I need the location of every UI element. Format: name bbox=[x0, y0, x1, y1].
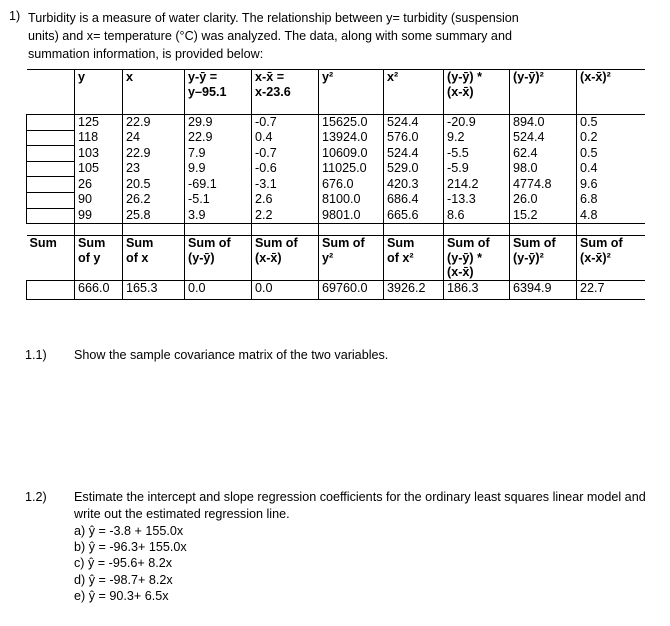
table-cell-text: 0.4 bbox=[580, 161, 598, 176]
column-header-text: x-23.6 bbox=[255, 84, 291, 99]
sum-value-text: 6394.9 bbox=[513, 280, 552, 295]
table-cell bbox=[123, 161, 185, 177]
table-cell bbox=[75, 130, 123, 146]
table-cell-text: -5.9 bbox=[447, 161, 469, 176]
table-cell-text: 13924.0 bbox=[322, 130, 368, 145]
sum-value-text: 0.0 bbox=[188, 280, 206, 295]
table-cell bbox=[123, 208, 185, 224]
question-1-intro bbox=[28, 9, 658, 63]
row-marker bbox=[27, 161, 75, 177]
table-row bbox=[27, 192, 645, 208]
column-header-text: x bbox=[126, 70, 134, 84]
table-cell bbox=[185, 130, 252, 146]
table-cell bbox=[444, 161, 510, 177]
column-header-text: (x-x̄)² bbox=[580, 70, 611, 84]
sum-value bbox=[510, 280, 577, 299]
table-cell-text: -20.9 bbox=[447, 115, 476, 129]
table-cell bbox=[252, 115, 319, 131]
table-cell bbox=[123, 115, 185, 131]
sum-value-text: 69760.0 bbox=[322, 280, 368, 295]
table-cell-text: 676.0 bbox=[322, 176, 354, 191]
table-cell bbox=[510, 192, 577, 208]
column-header bbox=[252, 70, 319, 115]
question-1-2-text: Estimate the intercept and slope regression coefficients for the ordinary least squares linear model and write out the estimated regression line. bbox=[74, 490, 646, 521]
table-cell-text: 9801.0 bbox=[322, 208, 361, 223]
table-cell bbox=[75, 161, 123, 177]
question-1-number: 1) bbox=[9, 9, 21, 23]
table-cell bbox=[185, 115, 252, 131]
table-cell-text: 524.4 bbox=[513, 130, 545, 145]
sum-value bbox=[444, 280, 510, 299]
row-marker bbox=[27, 115, 75, 131]
sum-value bbox=[123, 280, 185, 299]
table-cell-text: 2.2 bbox=[255, 208, 273, 223]
sum-column-header-text: of x² bbox=[387, 250, 414, 265]
column-header-text: (y-ȳ)² bbox=[513, 70, 544, 84]
row-marker bbox=[27, 146, 75, 162]
sum-column-header bbox=[252, 236, 319, 281]
table-cell bbox=[510, 161, 577, 177]
sum-column-header-text: y² bbox=[322, 250, 334, 265]
sum-values-row bbox=[27, 280, 645, 299]
question-1-2-number: 1.2) bbox=[25, 490, 47, 504]
table-cell bbox=[75, 146, 123, 162]
table-cell bbox=[252, 130, 319, 146]
table-cell-text: 8.6 bbox=[447, 208, 465, 223]
table-cell bbox=[384, 130, 444, 146]
table-cell bbox=[510, 208, 577, 224]
table-cell bbox=[252, 192, 319, 208]
table-cell-text: 118 bbox=[78, 130, 99, 145]
table-cell-text: 214.2 bbox=[447, 176, 479, 191]
table-cell bbox=[384, 177, 444, 193]
table-cell bbox=[384, 115, 444, 131]
table-cell bbox=[252, 161, 319, 177]
table-cell-text: 0.2 bbox=[580, 130, 598, 145]
table-cell bbox=[185, 208, 252, 224]
table-cell-text: 894.0 bbox=[513, 115, 545, 129]
table-cell bbox=[444, 115, 510, 131]
table-cell-text: 99 bbox=[78, 208, 93, 223]
table-cell bbox=[123, 192, 185, 208]
table-cell-text: -0.7 bbox=[255, 145, 277, 160]
answer-option-c[interactable]: c) ŷ = -95.6+ 8.2x bbox=[74, 556, 173, 571]
column-header-text: (x-x̄) bbox=[447, 84, 474, 99]
column-header bbox=[577, 70, 645, 115]
row-marker bbox=[27, 177, 75, 193]
sum-value bbox=[319, 280, 384, 299]
table-cell-text: -3.1 bbox=[255, 176, 277, 191]
table-cell bbox=[75, 177, 123, 193]
sum-column-header-text: Sum of bbox=[322, 236, 365, 251]
table-cell-text: 22.9 bbox=[188, 130, 213, 145]
table-cell bbox=[510, 146, 577, 162]
table-cell-text: 524.4 bbox=[387, 145, 419, 160]
table-cell bbox=[577, 115, 645, 131]
sum-column-header bbox=[185, 236, 252, 281]
table-row bbox=[27, 208, 645, 224]
table-header-row bbox=[27, 70, 645, 115]
sum-column-header bbox=[510, 236, 577, 281]
table-cell-text: -5.5 bbox=[447, 145, 469, 160]
table-cell-text: 23 bbox=[126, 161, 141, 176]
table-cell-text: 0.4 bbox=[255, 130, 273, 145]
table-cell bbox=[319, 177, 384, 193]
table-cell-text: 11025.0 bbox=[322, 161, 367, 176]
table-cell bbox=[123, 177, 185, 193]
column-header-text: y–95.1 bbox=[188, 84, 227, 99]
intro-line: Turbidity is a measure of water clarity. The relationship between y= turbidity (suspension bbox=[28, 11, 519, 25]
table-cell bbox=[510, 130, 577, 146]
column-header-text: (y-ȳ) * bbox=[447, 70, 482, 84]
sum-header-row bbox=[27, 236, 645, 281]
sum-value bbox=[185, 280, 252, 299]
sum-value-text: 3926.2 bbox=[387, 280, 426, 295]
table-row bbox=[27, 177, 645, 193]
row-marker bbox=[27, 280, 75, 299]
table-cell-text: -13.3 bbox=[447, 192, 476, 207]
table-cell bbox=[577, 177, 645, 193]
table-cell-text: 686.4 bbox=[387, 192, 419, 207]
intro-line: units) and x= temperature (°C) was analyzed. The data, along with some summary and bbox=[28, 29, 512, 43]
table-cell-text: 26.0 bbox=[513, 192, 538, 207]
table-cell bbox=[252, 146, 319, 162]
sum-value-text: 186.3 bbox=[447, 280, 479, 295]
table-cell-text: 103 bbox=[78, 145, 100, 160]
column-header-text: y-ȳ = bbox=[188, 70, 218, 84]
column-header bbox=[319, 70, 384, 115]
sum-column-header bbox=[384, 236, 444, 281]
column-header bbox=[123, 70, 185, 115]
table-cell bbox=[577, 208, 645, 224]
table-cell-text: 3.9 bbox=[188, 208, 206, 223]
table-cell-text: 26.2 bbox=[126, 192, 151, 207]
sum-column-header-text: Sum bbox=[387, 236, 415, 251]
row-marker bbox=[27, 130, 75, 146]
row-marker bbox=[27, 208, 75, 224]
table-cell bbox=[252, 208, 319, 224]
table-cell-text: 20.5 bbox=[126, 176, 151, 191]
sum-value bbox=[384, 280, 444, 299]
sum-label-text: Sum bbox=[29, 236, 57, 251]
table-cell bbox=[577, 130, 645, 146]
sum-value-text: 165.3 bbox=[126, 280, 158, 295]
sum-value-text: 0.0 bbox=[255, 280, 273, 295]
table-cell bbox=[384, 208, 444, 224]
table-cell-text: -0.7 bbox=[255, 115, 277, 129]
answer-option-a[interactable]: a) ŷ = -3.8 + 155.0x bbox=[74, 524, 184, 538]
table-cell-text: 24 bbox=[126, 130, 141, 145]
table-cell-text: 0.5 bbox=[580, 145, 598, 160]
row-label-cell bbox=[27, 70, 75, 115]
table-cell bbox=[444, 146, 510, 162]
sum-column-header-text: (y-ȳ)² bbox=[513, 250, 544, 265]
table-cell bbox=[185, 161, 252, 177]
table-cell-text: -0.6 bbox=[255, 161, 277, 176]
table-cell-text: 2.6 bbox=[255, 192, 273, 207]
sum-column-header-text: (x-x̄) bbox=[447, 265, 474, 280]
table-cell-text: 90 bbox=[78, 192, 93, 207]
table-cell bbox=[444, 177, 510, 193]
sum-column-header-text: of x bbox=[126, 250, 149, 265]
table-row bbox=[27, 130, 645, 146]
table-cell-text: 7.9 bbox=[188, 145, 206, 160]
sum-label bbox=[27, 236, 75, 281]
sum-column-header-text: Sum of bbox=[513, 236, 556, 251]
sum-column-header bbox=[577, 236, 645, 281]
data-table bbox=[26, 69, 645, 300]
column-header bbox=[185, 70, 252, 115]
table-cell bbox=[319, 130, 384, 146]
sum-column-header-text: (x-x̄)² bbox=[580, 250, 611, 265]
column-header bbox=[384, 70, 444, 115]
sum-value-text: 666.0 bbox=[78, 280, 110, 295]
table-cell bbox=[75, 115, 123, 131]
sum-column-header bbox=[123, 236, 185, 281]
table-cell bbox=[510, 177, 577, 193]
column-header-text: y bbox=[78, 70, 86, 84]
answer-option-b[interactable]: b) ŷ = -96.3+ 155.0x bbox=[74, 540, 187, 555]
table-cell bbox=[319, 115, 384, 131]
table-cell-text: 9.9 bbox=[188, 161, 206, 176]
table-cell bbox=[577, 192, 645, 208]
table-cell bbox=[75, 208, 123, 224]
sum-column-header bbox=[75, 236, 123, 281]
table-cell-text: 25.8 bbox=[126, 208, 151, 223]
sum-value-text: 22.7 bbox=[580, 280, 605, 295]
sum-column-header-text: Sum bbox=[78, 236, 106, 251]
table-cell-text: 4774.8 bbox=[513, 176, 552, 191]
table-cell bbox=[319, 192, 384, 208]
table-cell-text: -69.1 bbox=[188, 176, 217, 191]
table-cell bbox=[319, 146, 384, 162]
sum-column-header bbox=[444, 236, 510, 281]
table-cell-text: 98.0 bbox=[513, 161, 538, 176]
table-cell bbox=[185, 146, 252, 162]
answer-option-d[interactable]: d) ŷ = -98.7+ 8.2x bbox=[74, 572, 173, 587]
table-cell bbox=[75, 192, 123, 208]
table-cell-text: 6.8 bbox=[580, 192, 598, 207]
table-cell bbox=[123, 130, 185, 146]
sum-column-header-text: Sum of bbox=[447, 236, 490, 251]
column-header-text: x² bbox=[387, 70, 399, 84]
table-cell-text: 576.0 bbox=[387, 130, 419, 145]
column-header bbox=[510, 70, 577, 115]
table-cell-text: 665.6 bbox=[387, 208, 419, 223]
sum-value bbox=[75, 280, 123, 299]
table-row bbox=[27, 146, 645, 162]
table-cell-text: 0.5 bbox=[580, 115, 598, 129]
table-cell-text: 26 bbox=[78, 176, 93, 191]
sum-value bbox=[252, 280, 319, 299]
table-cell bbox=[319, 161, 384, 177]
table-cell-text: 105 bbox=[78, 161, 100, 176]
question-1-1-text: Show the sample covariance matrix of the two variables. bbox=[74, 348, 389, 362]
table-cell bbox=[384, 161, 444, 177]
table-cell bbox=[577, 146, 645, 162]
table-cell-text: 62.4 bbox=[513, 145, 538, 160]
table-cell bbox=[577, 161, 645, 177]
answer-option-e[interactable]: e) ŷ = 90.3+ 6.5x bbox=[74, 588, 169, 603]
answer-options bbox=[74, 523, 187, 604]
table-cell-text: 420.3 bbox=[387, 176, 419, 191]
sum-column-header-text: of y bbox=[78, 250, 101, 265]
table-cell bbox=[444, 130, 510, 146]
sum-column-header-text: Sum of bbox=[255, 236, 298, 251]
sum-value bbox=[577, 280, 645, 299]
sum-column-header-text: Sum of bbox=[580, 236, 623, 251]
table-cell-text: 29.9 bbox=[188, 115, 213, 129]
table-row bbox=[27, 115, 645, 131]
sum-column-header-text: Sum bbox=[126, 236, 154, 251]
sum-column-header-text: (y-ȳ) bbox=[188, 250, 215, 265]
table-cell bbox=[123, 146, 185, 162]
table-cell bbox=[185, 192, 252, 208]
sum-column-header bbox=[319, 236, 384, 281]
table-cell bbox=[444, 208, 510, 224]
table-cell bbox=[252, 177, 319, 193]
table-cell-text: 22.9 bbox=[126, 115, 151, 129]
sum-column-header-text: Sum of bbox=[188, 236, 231, 251]
table-cell-text: 125 bbox=[78, 115, 100, 129]
question-1-1-number: 1.1) bbox=[25, 348, 47, 362]
table-cell bbox=[510, 115, 577, 131]
table-cell bbox=[185, 177, 252, 193]
table-cell bbox=[444, 192, 510, 208]
column-header bbox=[444, 70, 510, 115]
table-cell-text: 9.6 bbox=[580, 176, 598, 191]
row-marker bbox=[27, 192, 75, 208]
column-header bbox=[75, 70, 123, 115]
column-header-text: x-x̄ = bbox=[255, 70, 285, 84]
sum-column-header-text: (x-x̄) bbox=[255, 250, 282, 265]
table-cell-text: 10609.0 bbox=[322, 145, 368, 160]
table-cell bbox=[384, 146, 444, 162]
table-cell-text: 15625.0 bbox=[322, 115, 368, 129]
table-cell bbox=[319, 208, 384, 224]
table-cell-text: 4.8 bbox=[580, 208, 598, 223]
table-cell-text: 524.4 bbox=[387, 115, 419, 129]
table-cell bbox=[384, 192, 444, 208]
intro-line: summation information, is provided below: bbox=[28, 47, 264, 61]
table-cell-text: 22.9 bbox=[126, 145, 151, 160]
table-cell-text: 15.2 bbox=[513, 208, 538, 223]
table-cell-text: 529.0 bbox=[387, 161, 419, 176]
table-cell-text: 9.2 bbox=[447, 130, 465, 145]
table-row bbox=[27, 161, 645, 177]
column-header-text: y² bbox=[322, 70, 334, 84]
table-cell-text: -5.1 bbox=[188, 192, 210, 207]
table-cell-text: 8100.0 bbox=[322, 192, 361, 207]
sum-column-header-text: (y-ȳ) * bbox=[447, 250, 482, 265]
